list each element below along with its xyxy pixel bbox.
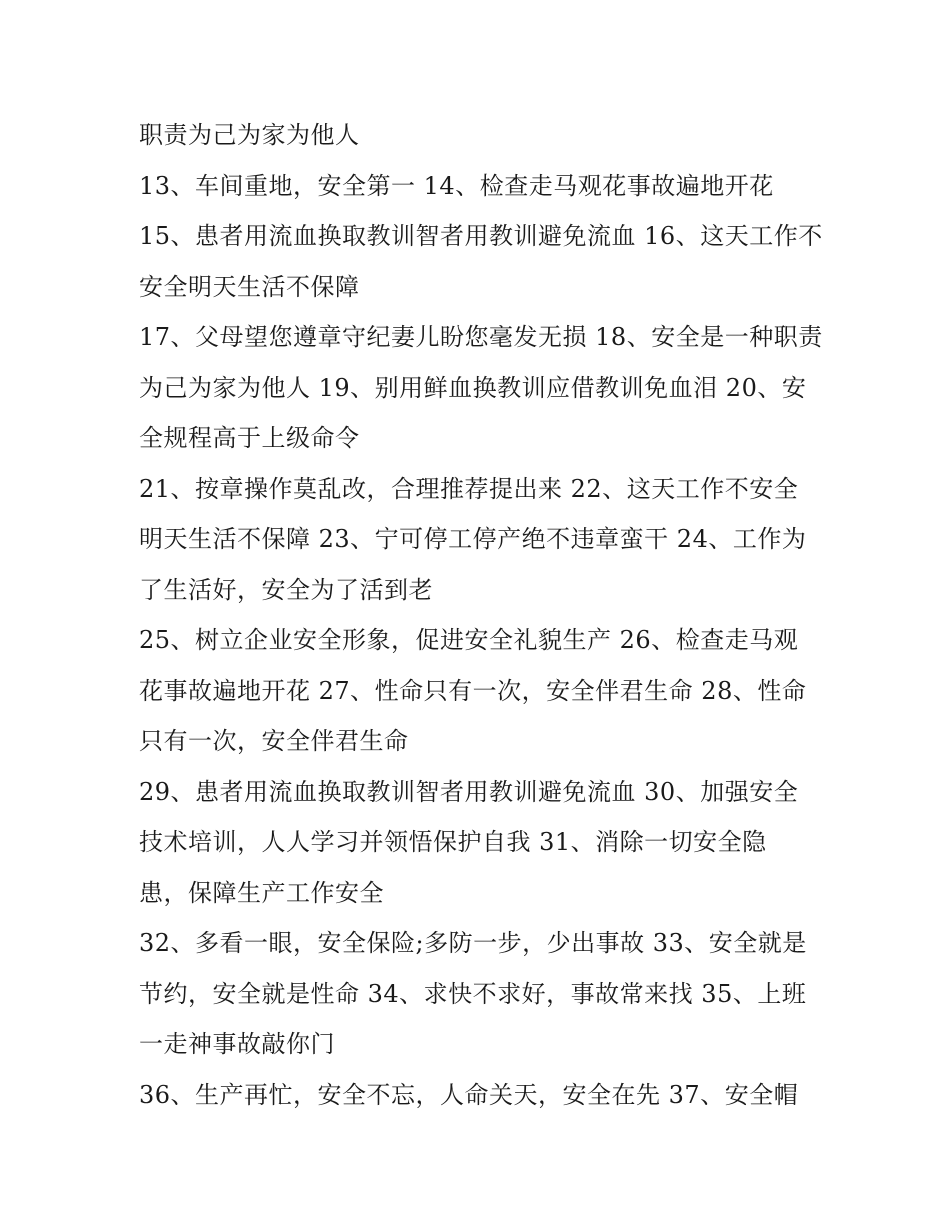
text-line: 全规程高于上级命令 bbox=[139, 424, 360, 452]
text-line: 安全明天生活不保障 bbox=[139, 272, 360, 301]
text-line: 21、按章操作莫乱改，合理推荐提出来 22、这天工作不安全 bbox=[139, 474, 799, 503]
text-line: 一走神事故敲你门 bbox=[139, 1030, 335, 1058]
text-line: 患，保障生产工作安全 bbox=[139, 878, 384, 907]
text-line: 只有一次，安全伴君生命 bbox=[139, 727, 409, 755]
text-line: 36、生产再忙，安全不忘，人命关天，安全在先 37、安全帽 bbox=[139, 1080, 799, 1109]
text-line: 花事故遍地开花 27、性命只有一次，安全伴君生命 28、性命 bbox=[139, 676, 807, 705]
text-line: 了生活好，安全为了活到老 bbox=[139, 575, 433, 604]
text-line: 节约，安全就是性命 34、求快不求好，事故常来找 35、上班 bbox=[139, 979, 807, 1008]
slogan-text-block bbox=[139, 110, 823, 1120]
text-line: 32、多看一眼，安全保险;多防一步，少出事故 33、安全就是 bbox=[139, 929, 807, 957]
text-line: 17、父母望您遵章守纪妻儿盼您毫发无损 18、安全是一种职责 bbox=[139, 323, 823, 351]
text-line: 29、患者用流血换取教训智者用教训避免流血 30、加强安全 bbox=[139, 777, 799, 806]
text-line: 职责为己为家为他人 bbox=[139, 121, 360, 149]
text-line: 为己为家为他人 19、别用鲜血换教训应借教训免血泪 20、安 bbox=[139, 373, 807, 402]
text-line: 13、车间重地，安全第一 14、检查走马观花事故遍地开花 bbox=[139, 171, 774, 200]
text-line: 明天生活不保障 23、宁可停工停产绝不违章蛮干 24、工作为 bbox=[139, 525, 807, 553]
text-line: 技术培训，人人学习并领悟保护自我 31、消除一切安全隐 bbox=[139, 828, 767, 856]
text-line: 15、患者用流血换取教训智者用教训避免流血 16、这天工作不 bbox=[139, 222, 823, 250]
text-line: 25、树立企业安全形象，促进安全礼貌生产 26、检查走马观 bbox=[139, 626, 799, 654]
